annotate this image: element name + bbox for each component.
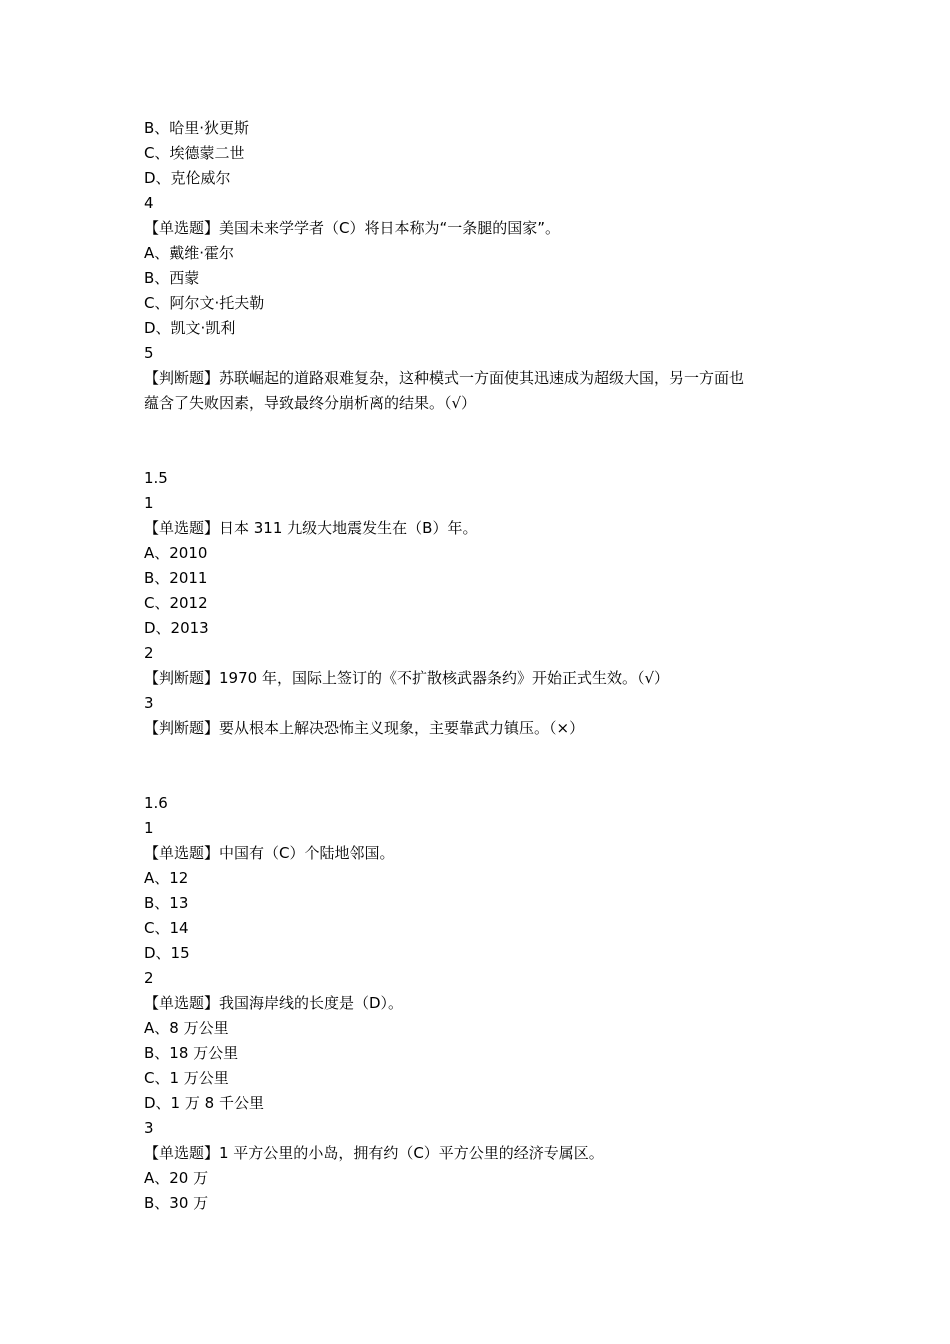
text-line: 【单选题】1 平方公里的小岛，拥有约（C）平方公里的经济专属区。 [144, 1144, 604, 1162]
text-line: 【单选题】美国未来学学者（C）将日本称为“一条腿的国家”。 [144, 219, 561, 237]
section-heading: 1.5 [144, 469, 168, 487]
text-line: 【判断题】苏联崛起的道路艰难复杂，这种模式一方面使其迅速成为超级大国，另一方面也 [144, 369, 745, 387]
text-line: 蕴含了失败因素，导致最终分崩析离的结果。（√） [144, 394, 477, 412]
text-line: C、14 [144, 919, 189, 937]
section-1-4-continued [144, 116, 824, 416]
text-line: D、15 [144, 944, 190, 962]
text-line: 3 [144, 1119, 154, 1137]
text-line: B、18 万公里 [144, 1044, 239, 1062]
text-line: C、1 万公里 [144, 1069, 229, 1087]
document-page [144, 116, 824, 1216]
section-spacer [144, 416, 824, 466]
section-heading: 1.6 [144, 794, 168, 812]
text-line: B、哈里·狄更斯 [144, 119, 250, 137]
text-line: 5 [144, 344, 154, 362]
text-line: A、20 万 [144, 1169, 209, 1187]
text-line: A、戴维·霍尔 [144, 244, 235, 262]
text-line: B、西蒙 [144, 269, 200, 287]
text-line: D、克伦威尔 [144, 169, 231, 187]
section-1-5 [144, 466, 824, 741]
text-line: B、13 [144, 894, 189, 912]
text-line: B、30 万 [144, 1194, 209, 1212]
text-line: 【判断题】1970 年，国际上签订的《不扩散核武器条约》开始正式生效。（√） [144, 669, 670, 687]
text-line: D、凯文·凯利 [144, 319, 236, 337]
text-line: 【单选题】我国海岸线的长度是（D）。 [144, 994, 404, 1012]
text-line: A、8 万公里 [144, 1019, 229, 1037]
text-line: C、埃德蒙二世 [144, 144, 245, 162]
text-line: 2 [144, 644, 154, 662]
text-line: A、2010 [144, 544, 208, 562]
text-line: 2 [144, 969, 154, 987]
section-spacer [144, 741, 824, 791]
text-line: 【单选题】中国有（C）个陆地邻国。 [144, 844, 395, 862]
text-line: C、2012 [144, 594, 208, 612]
text-line: 【判断题】要从根本上解决恐怖主义现象，主要靠武力镇压。（×） [144, 719, 585, 737]
text-line: D、1 万 8 千公里 [144, 1094, 264, 1112]
text-line: D、2013 [144, 619, 209, 637]
text-line: 1 [144, 494, 154, 512]
section-1-6 [144, 791, 824, 1216]
text-line: 【单选题】日本 311 九级大地震发生在（B）年。 [144, 519, 478, 537]
text-line: B、2011 [144, 569, 208, 587]
text-line: 4 [144, 194, 154, 212]
text-line: C、阿尔文·托夫勒 [144, 294, 265, 312]
text-line: A、12 [144, 869, 189, 887]
text-line: 3 [144, 694, 154, 712]
text-line: 1 [144, 819, 154, 837]
